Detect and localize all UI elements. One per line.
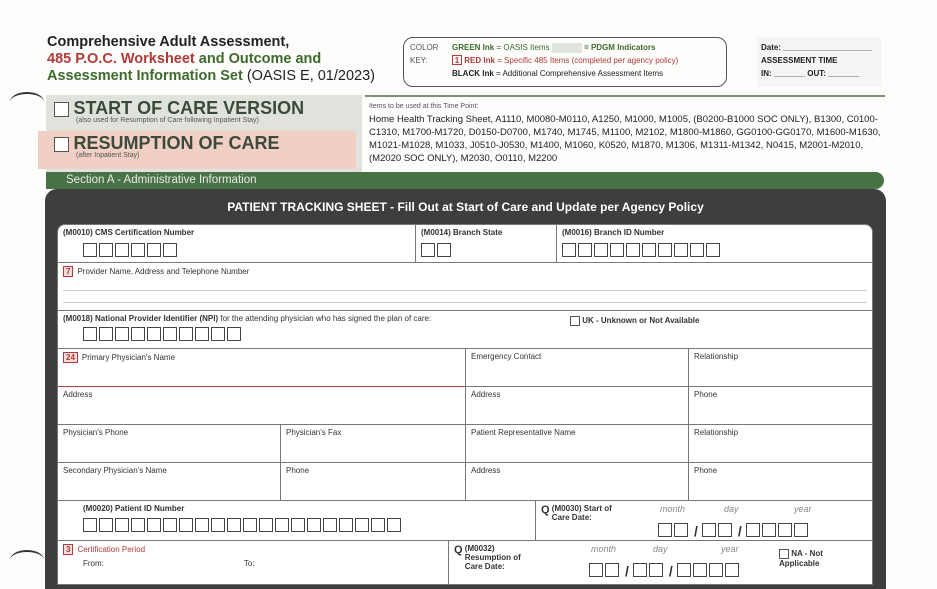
relationship-field[interactable]: Relationship — [688, 348, 873, 387]
representative-name-field[interactable]: Patient Representative Name — [465, 424, 689, 463]
physician-fax-field[interactable]: Physician's Fax — [280, 424, 466, 463]
version-panel — [46, 95, 362, 172]
m0014-field[interactable]: (M0014) Branch State — [415, 224, 557, 263]
section-header: Section A - Administrative Information — [46, 172, 884, 189]
checkbox[interactable] — [54, 102, 69, 117]
time-fields[interactable]: IN: _______ OUT: _______ — [761, 69, 860, 78]
emergency-address-field[interactable]: Address — [465, 386, 689, 425]
emergency-phone-field[interactable]: Phone — [688, 386, 873, 425]
time-point-items: Items to be used at this Time Point: Home Health Tracking Sheet, A1110, M0080-M0110, A1250, M1000, M1005, (B0200-B1000 SOC ONLY), B1300, C0100-C1310, M1700-M1720, D0150-D0700, M1740, M1745, M1100, M2102, M1800-M1860, GG0100-GG0170, M1600-M1630, M1021-M1028, M1033, J0510-J0530, M1400, M1060, K0520, M1870, M1306, M1311-M1342, N0415, M2001-M2010, (M2020 SOC ONLY), M2030, O0110, M2200 — [365, 95, 885, 172]
m0020-field[interactable]: (M0020) Patient ID Number — [57, 500, 536, 541]
certification-period-field[interactable]: 3 Certification Period From: To: — [57, 540, 449, 585]
resumption-of-care-option[interactable]: RESUMPTION OF CARE (after Inpatient Stay) — [38, 131, 356, 169]
date-box: Date: ____________________ ASSESSMENT TIME IN: _______ OUT: _______ — [757, 37, 881, 87]
m0018-field[interactable]: (M0018) National Provider Identifier (NPI) for the attending physician who has signed the plan of care: UK - Unknown or Not Available — [57, 310, 873, 349]
binder-ring — [10, 92, 44, 112]
uk-checkbox[interactable]: UK - Unknown or Not Available — [570, 316, 699, 326]
representative-phone-field[interactable]: Phone — [688, 462, 873, 501]
primary-physician-field[interactable]: 24 Primary Physician's Name — [57, 348, 466, 387]
m0032-field[interactable]: Q (M0032) Resumption of Care Date: month day year / / NA - Not Applicable — [448, 540, 873, 585]
color-key: COLOR KEY: GREEN Ink = OASIS Items = PDGM Indicators 1 RED Ink = Specific 485 Items (completed per agency policy) BLACK Ink = Additional Comprehensive Assessment Items — [403, 37, 727, 87]
binder-ring — [10, 550, 44, 570]
pdgm-swatch — [552, 43, 582, 53]
representative-relationship-field[interactable]: Relationship — [688, 424, 873, 463]
m0010-field[interactable]: (M0010) CMS Certification Number — [57, 224, 416, 263]
na-checkbox[interactable]: NA - Not Applicable — [779, 549, 823, 568]
sheet-title: PATIENT TRACKING SHEET - Fill Out at Start of Care and Update per Agency Policy — [227, 200, 704, 214]
m0016-field[interactable]: (M0016) Branch ID Number — [556, 224, 873, 263]
m0030-field[interactable]: Q (M0030) Start of Care Date: month day year / / — [535, 500, 873, 541]
secondary-physician-field[interactable]: Secondary Physician's Name — [57, 462, 281, 501]
physician-address-field[interactable]: Address — [57, 386, 466, 425]
physician-phone-field[interactable]: Physician's Phone — [57, 424, 281, 463]
start-of-care-option[interactable]: START OF CARE VERSION (also used for Resumption of Care following Inpatient Stay) — [46, 95, 362, 127]
form-title: Comprehensive Adult Assessment, 485 P.O.C. Worksheet and Outcome and Assessment Information Set (OASIS E, 01/2023) — [47, 34, 375, 84]
secondary-phone-field[interactable]: Phone — [280, 462, 466, 501]
date-field[interactable]: Date: ____________________ — [761, 43, 873, 52]
checkbox[interactable] — [54, 137, 69, 152]
emergency-contact-field[interactable]: Emergency Contact — [465, 348, 689, 387]
representative-address-field[interactable]: Address — [465, 462, 689, 501]
provider-field[interactable]: 7 Provider Name, Address and Telephone Number — [57, 262, 873, 311]
